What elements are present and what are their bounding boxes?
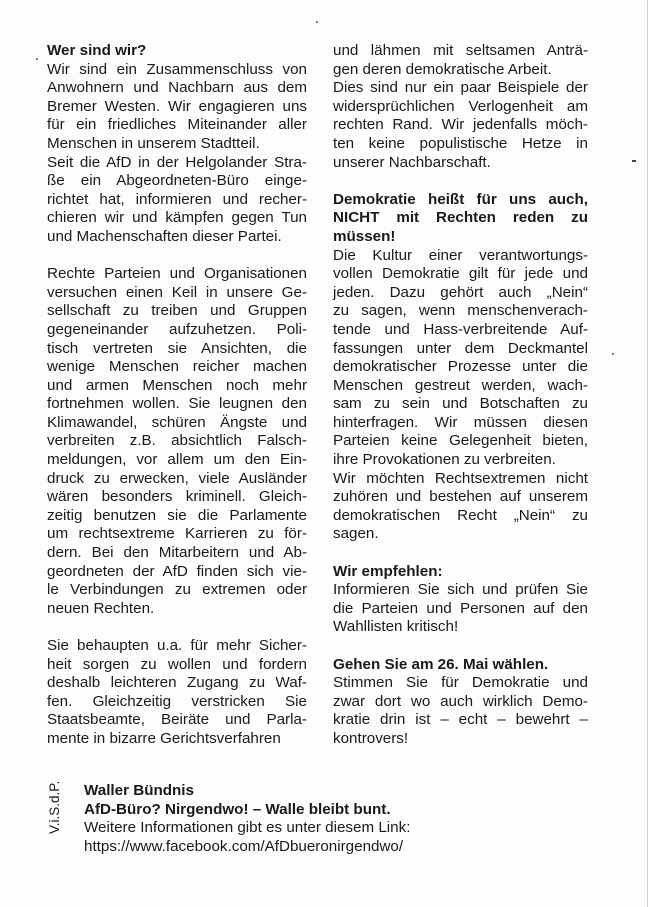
text-line: und lähmen mit seltsamen Anträ-	[333, 42, 588, 59]
heading-waehlen: Gehen Sie am 26. Mai wählen.	[333, 655, 549, 673]
text-line: Wir sind ein Zusammenschluss von	[47, 60, 307, 78]
text-line: ten keine populistische Hetze in	[333, 134, 588, 152]
left-column	[47, 42, 307, 749]
text-line: vollen Demokratie gilt für jede und	[333, 265, 588, 283]
text-line: Menschen gestreut werden, wach-	[333, 376, 588, 394]
speck	[632, 160, 636, 162]
paragraph-continued	[333, 42, 588, 172]
text-line: Rechte Parteien und Organisationen	[47, 265, 307, 283]
paragraph-kultur	[333, 247, 588, 545]
text-line: fassungen unter dem Deckmantel	[333, 339, 588, 357]
text-line: Seit die AfD in der Helgolander Stra-	[47, 153, 307, 171]
info-text: Weitere Informationen gibt es unter diesem Link:	[84, 819, 411, 837]
right-column	[333, 42, 588, 749]
paragraph-intro	[47, 61, 307, 247]
text-line: demokratischen Recht „Nein“ zu	[333, 506, 588, 524]
text-line: und armen Menschen noch mehr	[47, 376, 307, 394]
text-line: Stimmen Sie für Demokratie und	[333, 674, 588, 692]
text-line: NICHT mit Rechten reden zu	[333, 209, 588, 227]
text-line: sagen.	[333, 525, 379, 543]
text-line: gegeneinander aufzuhetzen. Poli-	[47, 320, 307, 338]
text-line: deshalb leichteren Zugang zu Waf-	[47, 674, 307, 692]
heading-demokratie	[333, 191, 588, 247]
text-line: Bremer Westen. Wir engagieren uns	[47, 97, 307, 115]
text-line: jeden. Dazu gehört auch „Nein“	[333, 283, 588, 301]
text-line: tende und Hass-verbreitende Auf-	[333, 320, 588, 338]
text-line: neuen Rechten.	[47, 599, 155, 617]
speck	[36, 58, 38, 60]
text-line: le Verbindungen zu extremen oder	[47, 581, 307, 599]
text-line: Parteien keine Gelegenheit bieten,	[333, 432, 588, 450]
heading-wer-sind-wir: Wer sind wir?	[47, 42, 147, 59]
text-line: richtet hat, informieren und recher-	[47, 190, 307, 208]
text-line: Wir möchten Rechtsextremen nicht	[333, 469, 588, 487]
text-line: fen. Gleichzeitig verstricken Sie	[47, 692, 307, 710]
imprint-footer	[47, 782, 607, 862]
text-line: hinterfragen. Wir müssen diesen	[333, 413, 588, 431]
text-line: wenige Menschen reicher machen	[47, 358, 307, 376]
text-line: kontrovers!	[333, 729, 409, 747]
text-line: sellschaft zu treiben und Gruppen	[47, 302, 307, 320]
text-line: die Parteien und Personen auf den	[333, 599, 588, 617]
text-line: versuchen einen Keil in unsere Ge-	[47, 283, 307, 301]
text-line: heit sorgen zu wollen und fordern	[47, 655, 307, 673]
text-line: Klimawandel, schüren Ängste und	[47, 413, 307, 431]
text-line: müssen!	[333, 227, 396, 245]
text-line: zu sagen, wenn menschenverach-	[333, 302, 588, 320]
text-line: Demokratie heißt für uns auch,	[333, 190, 588, 208]
text-line: kratie drin ist – echt – bewehrt –	[333, 711, 588, 729]
text-line: zeitig benutzen sie die Parlamente	[47, 506, 307, 524]
org-name: Waller Bündnis	[84, 782, 194, 799]
text-line: meldungen, vor allem um den Ein-	[47, 451, 307, 469]
text-line: ihre Provokationen zu verbreiten.	[333, 451, 556, 469]
text-line: Anwohnern und Nachbarn aus dem	[47, 79, 307, 97]
text-line: um rechtsextreme Karrieren zu för-	[47, 525, 307, 543]
text-line: dern. Bei den Mitarbeitern und Ab-	[47, 544, 307, 562]
text-line: mente in bizarre Gerichtsverfahren	[47, 729, 281, 747]
text-line: Sie behaupten u.a. für mehr Sicher-	[47, 637, 307, 654]
text-line: Dies sind nur ein paar Beispiele der	[333, 79, 588, 97]
text-line: für ein friedliches Miteinander aller	[47, 116, 307, 134]
text-line: gen deren demokratische Arbeit.	[333, 60, 552, 78]
text-line: tisch vertreten sie Ansichten, die	[47, 339, 307, 357]
visdp-label: V.i.S.d.P.	[47, 780, 62, 834]
text-line: unserer Nachbarschaft.	[333, 153, 491, 171]
text-line: geordneten der AfD finden sich vie-	[47, 562, 307, 580]
text-line: Wahllisten kritisch!	[333, 618, 459, 636]
facebook-link[interactable]: https://www.facebook.com/AfDbueronirgendwo/	[84, 837, 404, 855]
text-line: zwar dort wo auch wirklich Demo-	[333, 692, 588, 710]
text-line: demokratischer Prozesse unter die	[333, 358, 588, 376]
text-line: wären besonders kriminell. Gleich-	[47, 488, 307, 506]
text-line: und Machenschaften dieser Partei.	[47, 227, 282, 245]
text-line: Die Kultur einer verantwortungs-	[333, 246, 588, 264]
speck	[316, 21, 318, 23]
paragraph-rechte-parteien	[47, 265, 307, 618]
text-line: druck zu erwecken, viele Ausländer	[47, 469, 307, 487]
text-line: zuhören und bestehen auf unserem	[333, 488, 588, 506]
paragraph-empfehlung	[333, 581, 588, 637]
text-line: Informieren Sie sich und prüfen Sie	[333, 581, 588, 599]
paragraph-stimmen	[333, 674, 588, 748]
text-line: verbreiten z.B. absichtlich Falsch-	[47, 432, 307, 450]
speck	[612, 353, 614, 355]
text-line: chieren wir und kämpfen gegen Tun	[47, 209, 307, 227]
text-line: fortnehmen wollen. Sie leugnen den	[47, 395, 307, 413]
heading-wir-empfehlen: Wir empfehlen:	[333, 562, 443, 580]
slogan: AfD-Büro? Nirgendwo! – Walle bleibt bunt.	[84, 800, 391, 818]
text-line: ße ein Abgeordneten-Büro einge-	[47, 172, 307, 190]
text-line: Menschen in unserem Stadtteil.	[47, 134, 260, 152]
text-line: Staatsbeamte, Beiräte und Parla-	[47, 711, 307, 729]
text-line: sam zu sein und Botschaften zu	[333, 395, 588, 413]
text-line: widersprüchlichen Verlogenheit am	[333, 97, 588, 115]
text-line: rechten Rand. Wir jedenfalls möch-	[333, 116, 588, 134]
paragraph-sicherheit	[47, 637, 307, 749]
